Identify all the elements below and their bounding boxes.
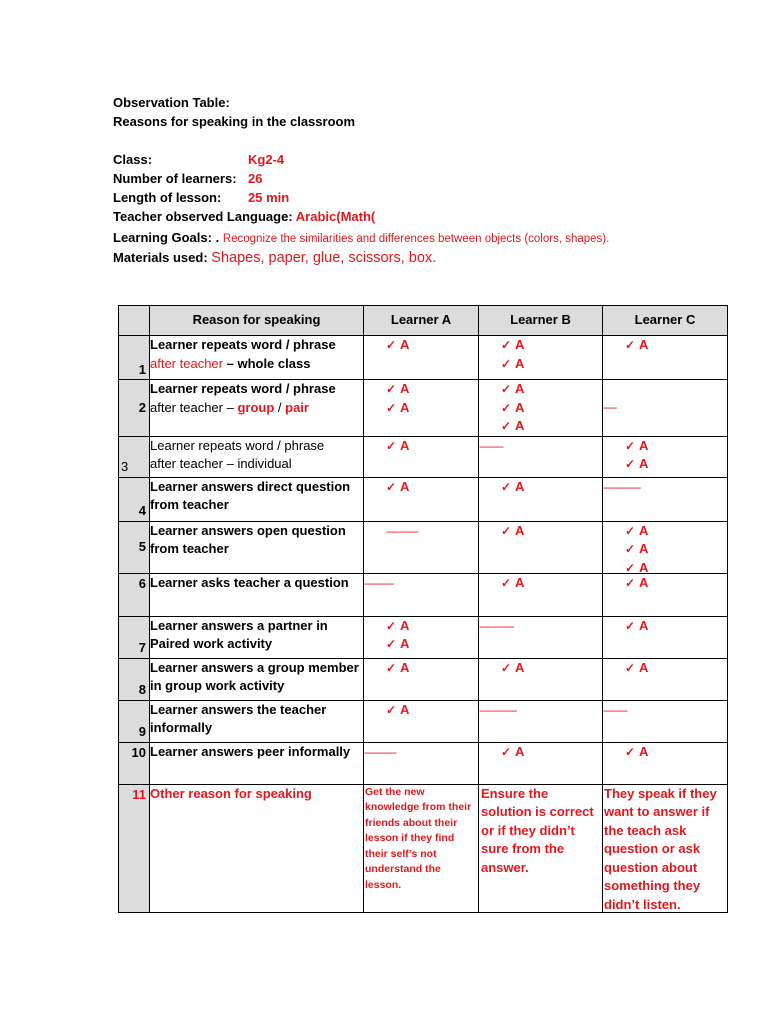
check-icon: ✓ [501,382,512,396]
mark-letter: A [639,522,649,538]
check-mark [625,574,727,593]
learner-b-cell [479,700,603,742]
row-reason [150,784,364,912]
learner-c-other [603,784,728,912]
learner-c-cell [603,380,728,437]
learner-b-cell [479,436,603,477]
learner-c-cell [603,521,728,573]
mark-letter: A [515,522,525,538]
learner-a-cell [364,700,479,742]
goals-label: Learning Goals: . [113,230,220,245]
check-mark [501,659,602,678]
mark-letter: A [515,478,525,494]
check-icon: ✓ [625,338,636,352]
check-mark [501,355,602,374]
check-icon: ✓ [386,479,397,494]
mark-letter: A [639,337,649,352]
reason-line: from teacher [150,541,229,556]
mark-letter: A [515,355,525,371]
page-title: Observation Table: [113,95,230,110]
reason-text: / [274,399,286,415]
check-icon: ✓ [501,338,512,352]
check-mark [625,522,727,541]
learner-c-cell [603,616,728,658]
reason-line: Learner repeats word / phrase [150,337,336,352]
row-reason [150,616,364,658]
row-number: 6 [119,573,150,616]
mark-letter: A [515,418,525,433]
row-reason [150,742,364,784]
mark-letter: A [400,701,410,717]
dash-placeholder: --------- [603,704,627,717]
mark-letter: A [515,743,525,759]
check-mark [625,743,727,762]
header-learner-a: Learner A [364,306,479,336]
reason-line: Other reason for speaking [150,785,312,801]
check-icon: ✓ [625,575,636,590]
check-mark [501,522,602,541]
row-number: 7 [119,616,150,658]
mark-letter: A [639,743,649,759]
check-icon: ✓ [625,457,636,471]
check-mark [501,417,602,436]
check-icon: ✓ [501,419,512,433]
check-icon: ✓ [501,660,512,675]
goals-line [113,230,609,245]
check-icon: ✓ [625,438,636,453]
reason-line: Learner repeats word / phrase [150,381,336,396]
learner-b-cell [479,380,603,437]
row-number: 5 [119,521,150,573]
check-mark [625,559,727,572]
row-reason [150,700,364,742]
learner-c-cell [603,336,728,380]
learner-a-cell [364,658,479,700]
check-icon: ✓ [501,744,512,759]
check-icon: ✓ [386,338,397,352]
length-label: Length of lesson: [113,190,222,205]
check-mark [625,659,727,678]
row-number: 11 [119,784,150,912]
check-mark [501,336,602,355]
row-number: 9 [119,700,150,742]
materials-line [113,250,436,266]
check-icon: ✓ [386,660,397,675]
reason-text: after teacher – [150,399,238,415]
learners-label: Number of learners: [113,171,237,186]
check-mark [386,617,478,636]
table-row [119,616,728,658]
check-icon: ✓ [386,438,397,453]
check-icon: ✓ [501,400,512,415]
length-line [113,190,413,205]
dash-placeholder: ------------ [364,746,396,759]
header-learner-b: Learner B [479,306,603,336]
check-mark [386,635,478,654]
check-mark [625,336,727,355]
check-mark [501,399,602,418]
learner-b-cell [479,658,603,700]
reason-line: from teacher [150,497,229,512]
mark-letter: A [400,659,410,675]
check-mark [501,743,602,762]
learner-a-cell [364,742,479,784]
check-icon: ✓ [625,542,636,556]
reason-line: Learner repeats word / phrase [150,437,325,453]
row-number: 10 [119,742,150,784]
check-icon: ✓ [501,479,512,494]
check-mark [386,437,478,456]
class-line [113,152,413,167]
reason-line: informally [150,720,213,735]
reason-line: Learner answers peer informally [150,743,351,759]
reason-line: Learner asks teacher a question [150,574,349,590]
check-icon: ✓ [386,702,397,717]
row-number: 3 [119,436,150,477]
mark-letter: A [400,617,410,633]
row-number: 1 [119,336,150,380]
learner-a-cell [364,436,479,477]
table-header-row [119,306,728,336]
header-reason: Reason for speaking [150,306,364,336]
row-reason [150,436,364,477]
check-stack [625,522,727,572]
learner-b-cell [479,521,603,573]
check-mark [386,659,478,678]
class-label: Class: [113,152,153,167]
reason-line: Learner answers the teacher [150,701,327,717]
mark-letter: A [639,574,649,590]
check-mark [386,701,478,720]
dash-placeholder: ------------ [386,525,418,538]
row-reason [150,336,364,380]
learner-a-cell [364,573,479,616]
check-icon: ✓ [501,523,512,538]
reason-line: Paired work activity [150,636,273,651]
learner-c-cell [603,742,728,784]
materials-value: Shapes, paper, glue, scissors, box. [211,250,437,266]
check-mark [386,380,478,399]
mark-letter: A [400,478,410,494]
check-mark [386,399,478,418]
mark-letter: A [639,541,649,556]
mark-letter: A [639,456,649,471]
learners-value: 26 [248,171,263,186]
reason-emphasis: after teacher [150,355,223,371]
check-mark [386,336,478,355]
reason-line: Learner answers direct question [150,478,351,494]
check-icon: ✓ [386,400,397,415]
row-reason [150,573,364,616]
learner-a-cell [364,336,479,380]
materials-label: Materials used: [113,250,208,265]
mark-letter: A [400,399,410,415]
check-icon: ✓ [625,744,636,759]
learner-c-cell [603,573,728,616]
learner-a-cell [364,380,479,437]
reason-line [150,399,363,418]
language-line [113,209,375,224]
header-learner-c: Learner C [603,306,728,336]
language-value: Arabic(Math( [295,209,376,224]
check-icon: ✓ [625,523,636,538]
reason-line: Learner answers a group member [150,659,359,675]
length-value: 25 min [248,190,290,205]
table-row [119,573,728,616]
check-icon: ✓ [501,356,512,371]
learner-b-cell [479,477,603,521]
learner-b-cell [479,742,603,784]
dash-placeholder: ------------- [479,620,514,633]
check-mark [501,478,602,497]
row-reason [150,380,364,437]
table-row [119,521,728,573]
check-icon: ✓ [501,575,512,590]
learner-a-cell [364,521,479,573]
mark-letter: A [515,659,525,675]
dash-placeholder: -------------- [479,704,517,717]
learner-b-cell [479,616,603,658]
dash-placeholder: --------- [479,440,503,453]
learner-a-cell [364,616,479,658]
check-icon: ✓ [386,618,397,633]
table-row [119,784,728,912]
check-mark [386,478,478,497]
check-icon: ✓ [625,560,636,572]
reason-emphasis: pair [285,399,309,415]
reason-line: Learner answers a partner in [150,617,328,633]
header-num-cell [119,306,150,336]
row-reason [150,658,364,700]
reason-text: – whole class [223,355,311,371]
check-mark [625,540,727,559]
row-number: 2 [119,380,150,437]
table-row [119,436,728,477]
check-mark [625,437,727,456]
mark-letter: A [515,381,525,396]
learner-a-cell [364,477,479,521]
goals-value: Recognize the similarities and differences between objects (colors, shapes). [222,233,610,245]
learner-a-other: Get the new knowledge from their friends about their lesson if they find their self’s not understand the lesson. [364,784,479,912]
table-row [119,477,728,521]
mark-letter: A [639,659,649,675]
mark-letter: A [400,636,410,651]
check-mark [625,455,727,474]
mark-letter: A [400,381,410,396]
learner-b-other: Ensure the solution is correct or if they didn’t sure from the answer. [479,784,603,912]
learner-b-cell [479,336,603,380]
reason-line: in group work activity [150,678,285,693]
language-label: Teacher observed Language: [113,209,293,224]
mark-letter: A [515,337,525,352]
check-icon: ✓ [625,660,636,675]
row-reason [150,477,364,521]
dash-placeholder: -------------- [603,481,641,494]
reason-line [150,355,363,374]
learner-c-cell [603,658,728,700]
reason-emphasis: group [237,399,275,415]
row-reason [150,521,364,573]
check-icon: ✓ [386,637,397,651]
dash-placeholder: ----------- [364,577,394,590]
learner-c-cell [603,436,728,477]
learners-line [113,171,413,186]
table-row [119,742,728,784]
check-mark [501,574,602,593]
dash-placeholder: ----- [603,402,617,414]
table-row [119,658,728,700]
mark-letter: A [400,337,410,352]
page-subtitle: Reasons for speaking in the classroom [113,114,356,129]
check-mark [501,380,602,399]
mark-letter: A [639,437,649,453]
class-value: Kg2-4 [248,152,285,167]
check-icon: ✓ [625,618,636,633]
reason-line: after teacher – individual [150,456,292,471]
mark-letter: A [639,617,649,633]
learner-b-cell [479,573,603,616]
table-row [119,700,728,742]
check-mark [625,617,727,636]
mark-letter: A [515,399,525,415]
observation-table [118,305,728,913]
mark-letter: A [639,559,649,572]
learner-c-cell [603,477,728,521]
table-row [119,380,728,437]
other-text-wrap: They speak if they want to answer if the teach ask question or ask question about something they didn’t listen. [604,785,717,911]
row-number: 8 [119,658,150,700]
reason-line: Learner answers open question [150,522,346,538]
mark-letter: A [400,437,410,453]
check-icon: ✓ [386,382,397,396]
learner-c-cell [603,700,728,742]
table-row [119,336,728,380]
row-number: 4 [119,477,150,521]
mark-letter: A [515,574,525,590]
